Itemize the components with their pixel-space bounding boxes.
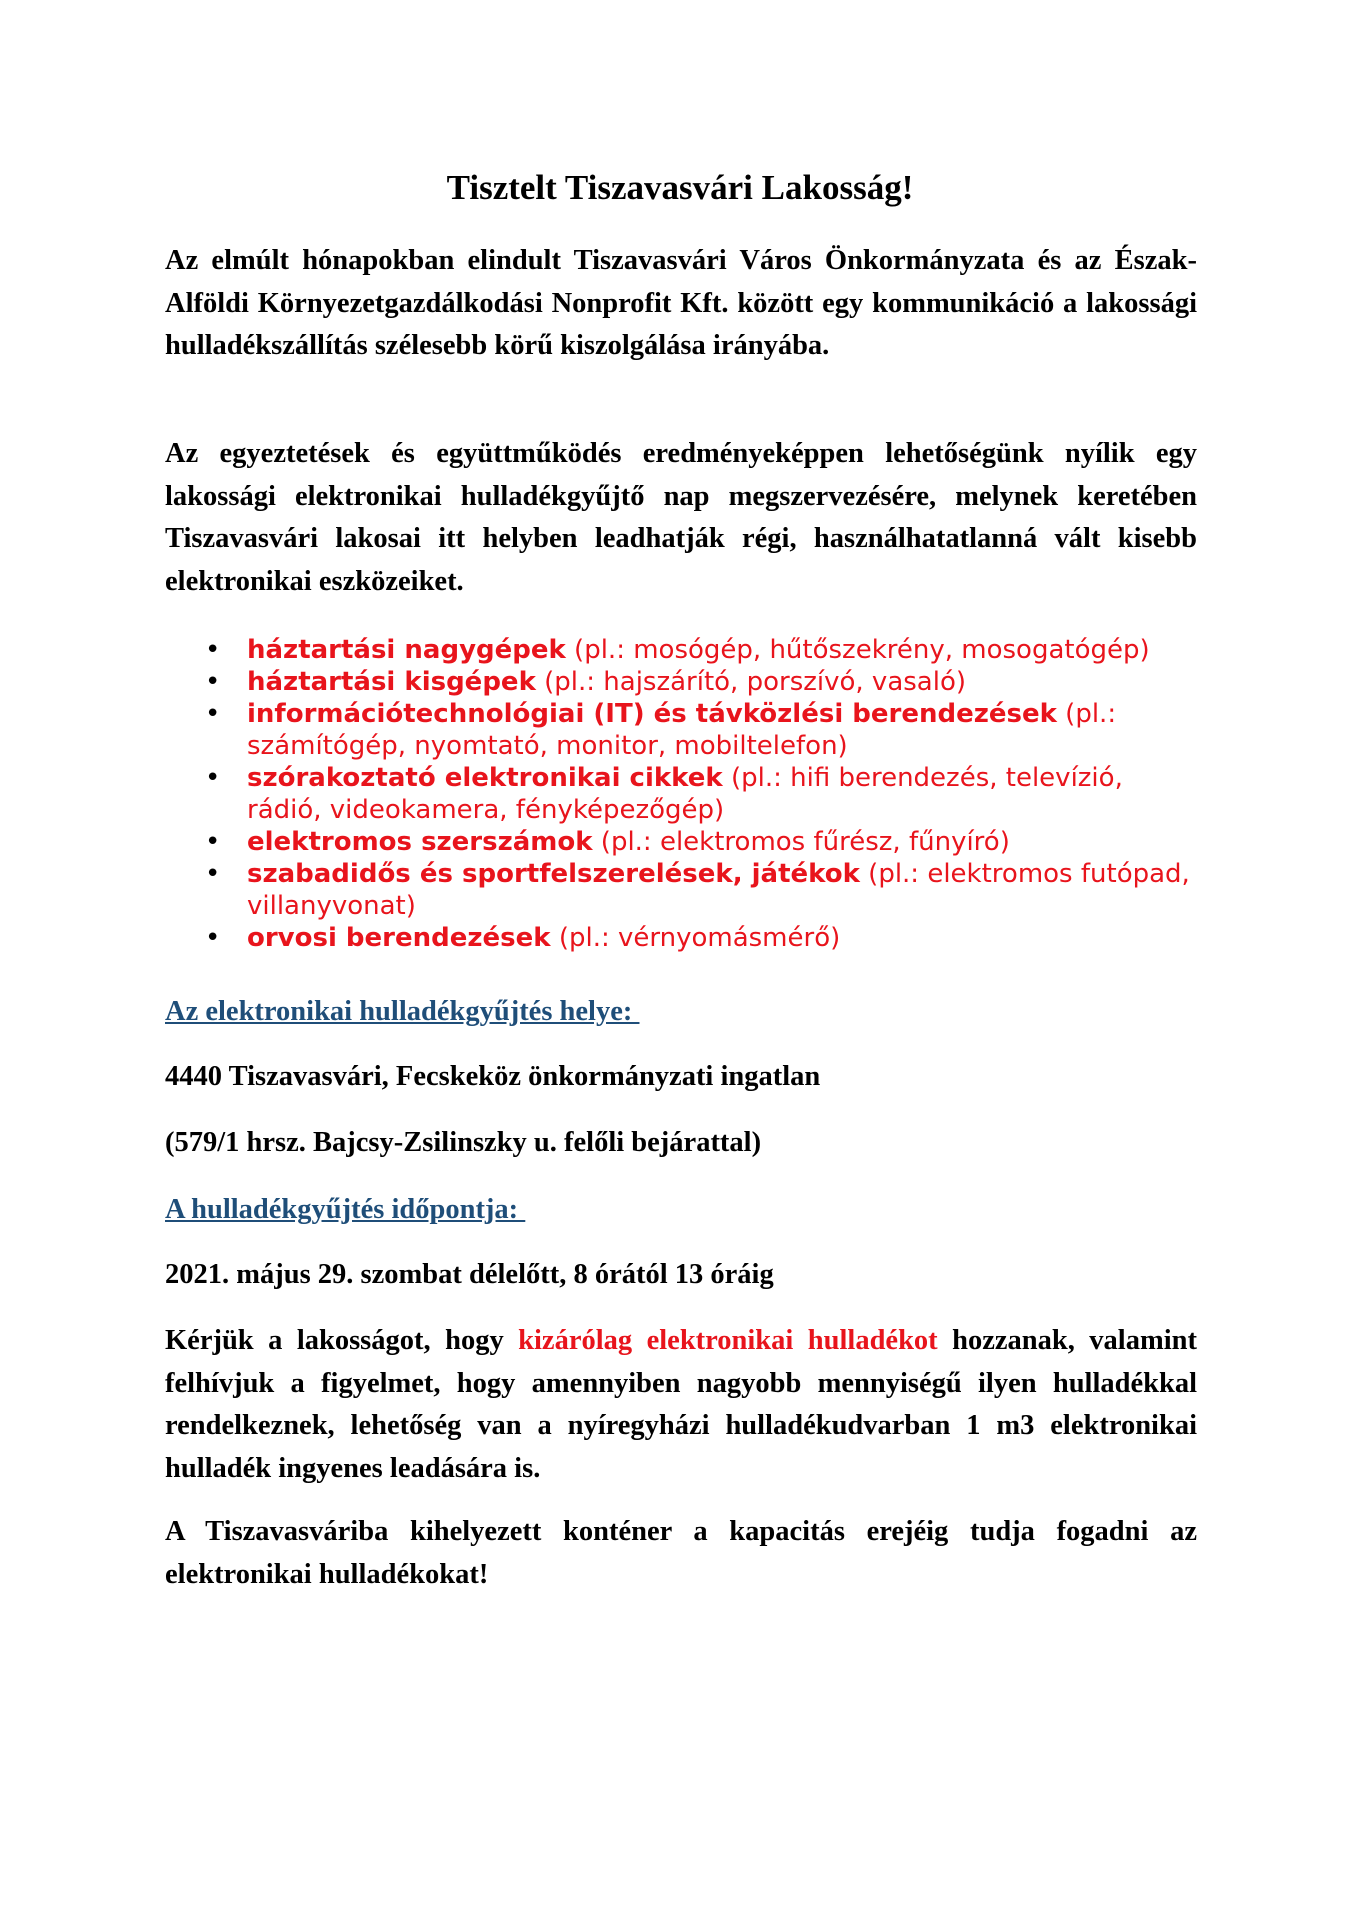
- request-text-after: hozzanak, valamint felhívjuk a figyelmet, hogy amennyiben nagyobb mennyiségű ilyen hulladékkal rendelkeznek, lehetőség van a nyíregyházi hulladékudvarban 1 m3 elektronikai hulladék ingyenes leadására is.: [165, 1325, 1197, 1484]
- list-item: [165, 634, 1205, 666]
- location-entrance: (579/1 hrsz. Bajcsy-Zsilinszky u. felőli bejárattal): [165, 1127, 762, 1158]
- list-item: [165, 698, 1205, 762]
- second-paragraph: Az egyeztetések és együttműködés eredményeképpen lehetőségünk nyílik egy lakossági elektronikai hulladékgyűjtő nap megszervezésére, melynek keretében Tiszavasvári lakosai itt helyben leadhatják régi, használhatatlanná vált kisebb elektronikai eszközeiket.: [165, 438, 1197, 597]
- item-label: elektromos szerszámok: [247, 827, 593, 857]
- item-example: (pl.: elektromos futópad, villanyvonat): [247, 859, 1190, 921]
- list-item: [165, 666, 1205, 698]
- item-label: orvosi berendezések: [247, 923, 551, 953]
- item-example: (pl.: mosógép, hűtőszekrény, mosogatógép): [565, 635, 1150, 665]
- item-label: háztartási nagygépek: [247, 635, 566, 665]
- document-title: Tisztelt Tiszavasvári Lakosság!: [446, 168, 914, 207]
- item-example: (pl.: hifi berendezés, televízió, rádió, videokamera, fényképezőgép): [247, 763, 1123, 825]
- item-label: információtechnológiai (IT) és távközlési berendezések: [247, 699, 1057, 729]
- item-example: (pl.: számítógép, nyomtató, monitor, mobiltelefon): [247, 699, 1117, 761]
- list-item: [165, 762, 1205, 826]
- item-label: szabadidős és sportfelszerelések, játékok: [247, 859, 860, 889]
- bullet-icon: •: [205, 699, 221, 729]
- time-heading: A hulladékgyűjtés időpontja:: [165, 1194, 526, 1225]
- bullet-icon: •: [205, 635, 221, 665]
- bullet-icon: •: [205, 859, 221, 889]
- item-list: [165, 634, 1205, 954]
- location-heading: Az elektronikai hulladékgyűjtés helye:: [165, 996, 640, 1027]
- closing-paragraph: A Tiszavasváriba kihelyezett konténer a kapacitás erejéig tudja fogadni az elektronikai hulladékokat!: [165, 1516, 1197, 1590]
- list-item: [165, 922, 1205, 954]
- item-example: (pl.: elektromos fűrész, fűnyíró): [592, 827, 1010, 857]
- item-label: háztartási kisgépek: [247, 667, 536, 697]
- item-example: (pl.: vérnyomásmérő): [550, 923, 841, 953]
- item-label: szórakoztató elektronikai cikkek: [247, 763, 723, 793]
- bullet-icon: •: [205, 923, 221, 953]
- item-example: (pl.: hajszárító, porszívó, vasaló): [535, 667, 967, 697]
- bullet-icon: •: [205, 827, 221, 857]
- bullet-icon: •: [205, 667, 221, 697]
- request-paragraph: [165, 1320, 1197, 1490]
- time-line: 2021. május 29. szombat délelőtt, 8 órától 13 óráig: [165, 1259, 774, 1290]
- location-address: 4440 Tiszavasvári, Fecskeköz önkormányzati ingatlan: [165, 1061, 821, 1092]
- request-text-before: Kérjük a lakosságot, hogy: [165, 1325, 519, 1356]
- intro-paragraph: Az elmúlt hónapokban elindult Tiszavasvári Város Önkormányzata és az Észak-Alföldi Környezetgazdálkodási Nonprofit Kft. között egy kommunikáció a lakossági hulladékszállítás szélesebb körű kiszolgálása irányába.: [165, 245, 1197, 362]
- request-highlight: kizárólag elektronikai hulladékot: [518, 1325, 938, 1356]
- bullet-icon: •: [205, 763, 221, 793]
- list-item: [165, 826, 1205, 858]
- list-item: [165, 858, 1205, 922]
